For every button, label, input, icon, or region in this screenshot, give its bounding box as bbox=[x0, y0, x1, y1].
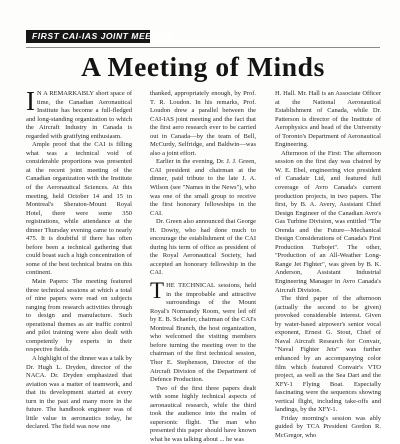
article-column-1 bbox=[26, 86, 133, 431]
article-paragraph: Main Papers: The meeting featured three technical sessions at which a total of nine papers were read on subjects ranging from research activities through to design and manufacture. Such operational themes as air traffic control and pilot training were also dealt with competently by experts in their respective fields. bbox=[26, 278, 132, 354]
article-paragraph: Earlier in the evening, Dr. J. J. Green, CAI president and chairman at the dinner, paid tribute to the late J. A. Wilson (see "Names in the News"), who was one of the small group to receive the first honorary fellowships in the CAI. bbox=[150, 158, 256, 217]
article-paragraph: H. Hall. Mr. Hall is an Associate Officer at the National Aeronautical Establishment of Canada, while Dr. Patterson is director of the Institute of Aerophysics and head of the University of Toronto's Department of Aeronautical Engineering. bbox=[275, 90, 381, 149]
article-paragraph: A highlight of the dinner was a talk by Dr. Hugh L. Dryden, director of the NACA. Dr. Dryden emphasized that aviation was a matter of teamwork, and that its development started at every turn in the past and many more in the future. The handbook engineer was of little value in aeronautics today, he declared. The field was now one bbox=[26, 354, 133, 431]
article-title: A Meeting of Minds bbox=[81, 51, 325, 82]
article-column-2 bbox=[150, 90, 256, 443]
article-paragraph: Friday morning's session was ably guided by TCA President Gordon R. McGregor, who bbox=[275, 414, 381, 439]
article-paragraph: Ample proof that the CAI is filling what was a technical void of considerable proportions was presented at the recent joint meeting of the Canadian organization with the Institute of the Aeronautical Sciences. At this meeting, held October 14 and 15 in Montreal's Sheraton-Mount Royal Hotel, there were some 350 registrations, while attendance at the dinner Thursday evening came to nearly 475. It is doubtful if there has often before been a technical gathering that could boast such a high concentration of some of the best technical brains on this continent. bbox=[26, 141, 132, 277]
article-paragraph: thanked, appropriately enough, by Prof. T. R. Loudon. In his remarks, Prof. Loudon drew a parallel between the CAI-IAS joint meeting and the fact that the first aero research ever to be carried out in Canada—by the team of Bell, McCurdy, Selfridge, and Baldwin—was also a joint effort. bbox=[150, 90, 256, 157]
article-paragraph: Two of the first three papers dealt with some highly technical aspects of aeronautical research, while the third took the audience into the realm of supersonic flight. The man who presented this paper should have known what he was talking about ... he was bbox=[150, 384, 256, 443]
article-paragraph: Dr. Green also announced that George H. Dowty, who had done much to encourage the establishment of the CAI during his term of office as president of the Royal Aeronautical Society, had accepted an honorary fellowship in the CAI. bbox=[150, 218, 256, 277]
article-paragraph: IN A REMARKABLY short space of time, the Canadian Aeronautical Institute has become a full-fledged and long-standing organization to which the Aircraft Industry in Canada is regarded with gratifying enthusiasm. bbox=[26, 86, 132, 140]
article-column-3 bbox=[275, 90, 381, 439]
article-paragraph: The third paper of the afternoon (actually the second to be given) provoked considerable interest. Given by water-based airpower's senior vocal exponent, Ernest G. Stout, Chief of Naval Aircraft Research for Convair, "Naval Fighter Jets" was further enhanced by an accompanying color film which featured Convair's VTO project, as well as the Sea Dart and the XFY-1 Flying Boat. Especially fascinating were the sequences showing vertical flight, including take-offs and landings, by the XFY-1. bbox=[275, 295, 381, 414]
header-divider bbox=[26, 47, 380, 48]
section-label: FIRST CAI-IAS JOINT MEETING bbox=[26, 30, 150, 43]
article-paragraph: Afternoon of the First: The afternoon session on the first day was chaired by W. E. Ebel, engineering vice president of Canadair Ltd, and featured full coverage of Avro Canada's current production projects, in two papers. The first, by B. A. Avery, Assistant Chief Design Engineer of the Canadian Avro's Gas Turbine Division, was entitled "The Orenda and the Future—Mechanical Design Considerations of Canada's First Production Turbojet". The other, "Production of an All-Weather Long-Range Jet Fighter", was given by B. K. Anderson, Assistant Industrial Engineering Manager in Avro Canada's Aircraft Division. bbox=[275, 149, 381, 294]
article-paragraph: THE TECHNICAL sessions, held in the improbable and attractive surroundings of the Mount Royal's Normandy Room, were led off by E. B. Schaefer, chairman of the CAI's Montreal Branch, the host organization, who welcomed the visiting members before turning the meeting over to the chairman of the first technical session, Thor E. Stephenson, Director of the Aircraft Division of the Department of Defence Production. bbox=[150, 278, 256, 384]
